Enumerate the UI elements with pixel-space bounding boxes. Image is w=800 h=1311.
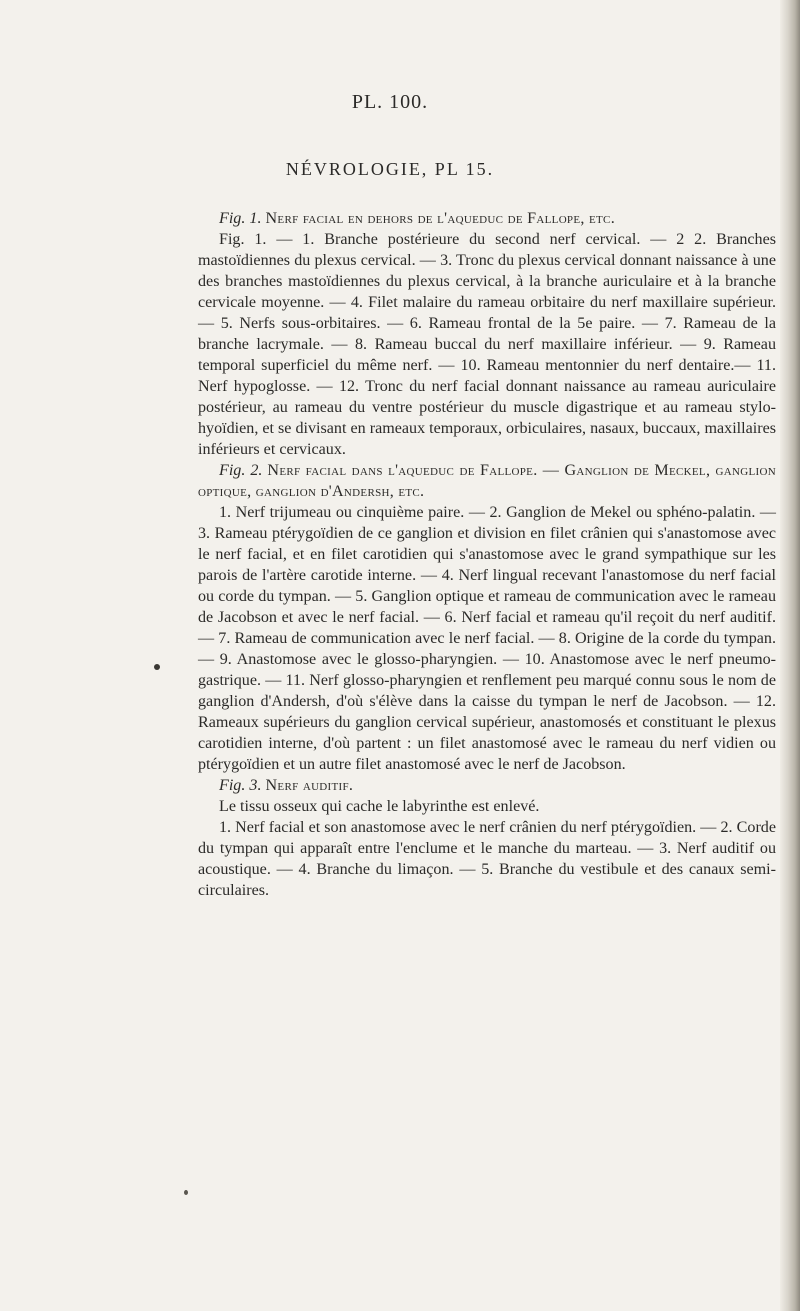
plate-number: PL. 100. xyxy=(351,91,429,113)
figure-3-text: 1. Nerf facial et son anastomose avec le nerf crânien du nerf ptérygoïdien. — 2. Corde du tympan qui apparaît entre l'enclume et le manche du marteau. — 3. Nerf auditif ou acoustique. — 4. Branche du limaçon. — 5. Branche du vestibule et des canaux semi-circulaires. xyxy=(198,819,776,899)
figure-3-heading xyxy=(198,775,776,796)
figure-1-heading xyxy=(198,208,776,229)
figure-3-label: Fig. 3. xyxy=(219,777,262,794)
figure-1-label: Fig. 1. xyxy=(219,210,262,227)
plate-legend xyxy=(198,208,776,901)
ink-spot xyxy=(154,664,160,670)
figure-2-heading xyxy=(198,460,776,502)
section-title: NÉVROLOGIE, PL 15. xyxy=(285,159,495,179)
figure-3-intro: Le tissu osseux qui cache le labyrinthe est enlevé. xyxy=(219,798,540,815)
figure-3-title: Nerf auditif. xyxy=(265,777,354,794)
figure-2-text: 1. Nerf trijumeau ou cinquième paire. — 2. Ganglion de Mekel ou sphéno-palatin. — 3. Rameau ptérygoïdien de ce ganglion et division en filet crânien qui s'anastomose avec le nerf facial, et en filet carotidien qui s'anastomose avec le grand sympathique sur les parois de l'artère carotide interne. — 4. Nerf lingual recevant l'anastomose du nerf facial ou corde du tympan. — 5. Ganglion optique et rameau de communication avec le rameau de Jacobson et avec le nerf facial. — 6. Nerf facial et rameau qu'il reçoit du nerf auditif. — 7. Rameau de communication avec le nerf facial. — 8. Origine de la corde du tympan. — 9. Anastomose avec le glosso-pharyngien. — 10. Anastomose avec le nerf pneumo-gastrique. — 11. Nerf glosso-pharyngien et renflement peu marqué connu sous le nom de ganglion d'Andersh, d'où s'élève dans la caisse du tympan le nerf de Jacobson. — 12. Rameaux supérieurs du ganglion cervical supérieur, anastomosés et constituant le plexus carotidien interne, d'où partent : un filet anastomosé avec le rameau du nerf vidien ou ptérygoïdien et un autre filet anastomosé avec le nerf de Jacobson. xyxy=(198,504,776,773)
figure-1-text: Fig. 1. — 1. Branche postérieure du second nerf cervical. — 2 2. Branches mastoïdiennes du plexus cervical. — 3. Tronc du plexus cervical donnant naissance à une des branches mastoïdiennes du plexus cervical, à la branche auriculaire et à la branche cervicale moyenne. — 4. Filet malaire du rameau orbitaire du nerf maxillaire supérieur. — 5. Nerfs sous-orbitaires. — 6. Rameau frontal de la 5e paire. — 7. Rameau de la branche lacrymale. — 8. Rameau buccal du nerf maxillaire inférieur. — 9. Rameau temporal superficiel du même nerf. — 10. Rameau mentonnier du nerf dentaire.— 11. Nerf hypoglosse. — 12. Tronc du nerf facial donnant naissance au rameau auriculaire postérieur, au rameau du ventre postérieur du muscle digastrique et au rameau stylo-hyoïdien, et se divisant en rameaux temporaux, orbiculaires, nasaux, buccaux, maxillaires inférieurs et cervicaux. xyxy=(198,231,776,458)
figure-2-label: Fig. 2. xyxy=(219,462,263,479)
ink-spot xyxy=(184,1190,188,1195)
page-edge xyxy=(780,0,800,1311)
figure-2-title: Nerf facial dans l'aqueduc de Fallope. — Ganglion de Meckel, ganglion optique, ganglion d'Andersh, etc. xyxy=(198,462,776,500)
figure-1-title: Nerf facial en dehors de l'aqueduc de Fallope, etc. xyxy=(265,210,616,227)
